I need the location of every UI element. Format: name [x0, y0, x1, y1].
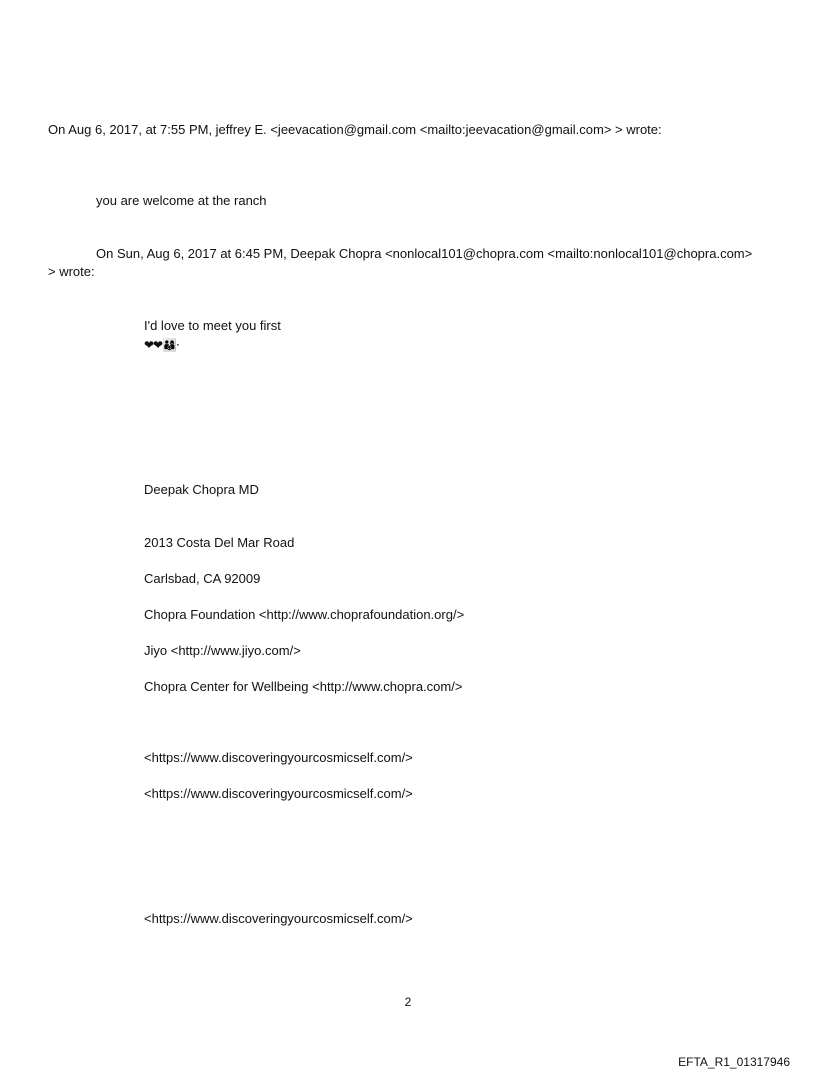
quoted-email-header-line2: > wrote:: [48, 264, 95, 279]
page-number: 2: [404, 995, 412, 1009]
signature-cosmic-link-3: <https://www.discoveringyourcosmicself.com/>: [144, 911, 413, 926]
heart-emoji-icon: ❤❤👨‍👩‍👦·: [144, 338, 179, 352]
signature-address-line1: 2013 Costa Del Mar Road: [144, 535, 295, 550]
quoted-message-text: I'd love to meet you first: [144, 318, 281, 333]
quoted-email-header-line1: On Sun, Aug 6, 2017 at 6:45 PM, Deepak Chopra <nonlocal101@chopra.com <mailto:nonlocal101@chopra.com>: [96, 246, 753, 261]
signature-name: Deepak Chopra MD: [144, 482, 259, 497]
signature-address-line2: Carlsbad, CA 92009: [144, 571, 261, 586]
signature-jiyo-link: Jiyo <http://www.jiyo.com/>: [144, 643, 301, 658]
signature-cosmic-link-1: <https://www.discoveringyourcosmicself.com/>: [144, 750, 413, 765]
signature-center-link: Chopra Center for Wellbeing <http://www.chopra.com/>: [144, 679, 463, 694]
outer-email-header: On Aug 6, 2017, at 7:55 PM, jeffrey E. <jeevacation@gmail.com <mailto:jeevacation@gmail.com> > wrote:: [48, 122, 662, 137]
reply-text: you are welcome at the ranch: [96, 193, 267, 208]
signature-foundation-link: Chopra Foundation <http://www.choprafoundation.org/>: [144, 607, 465, 622]
document-id: EFTA_R1_01317946: [678, 1055, 790, 1069]
signature-cosmic-link-2: <https://www.discoveringyourcosmicself.com/>: [144, 786, 413, 801]
